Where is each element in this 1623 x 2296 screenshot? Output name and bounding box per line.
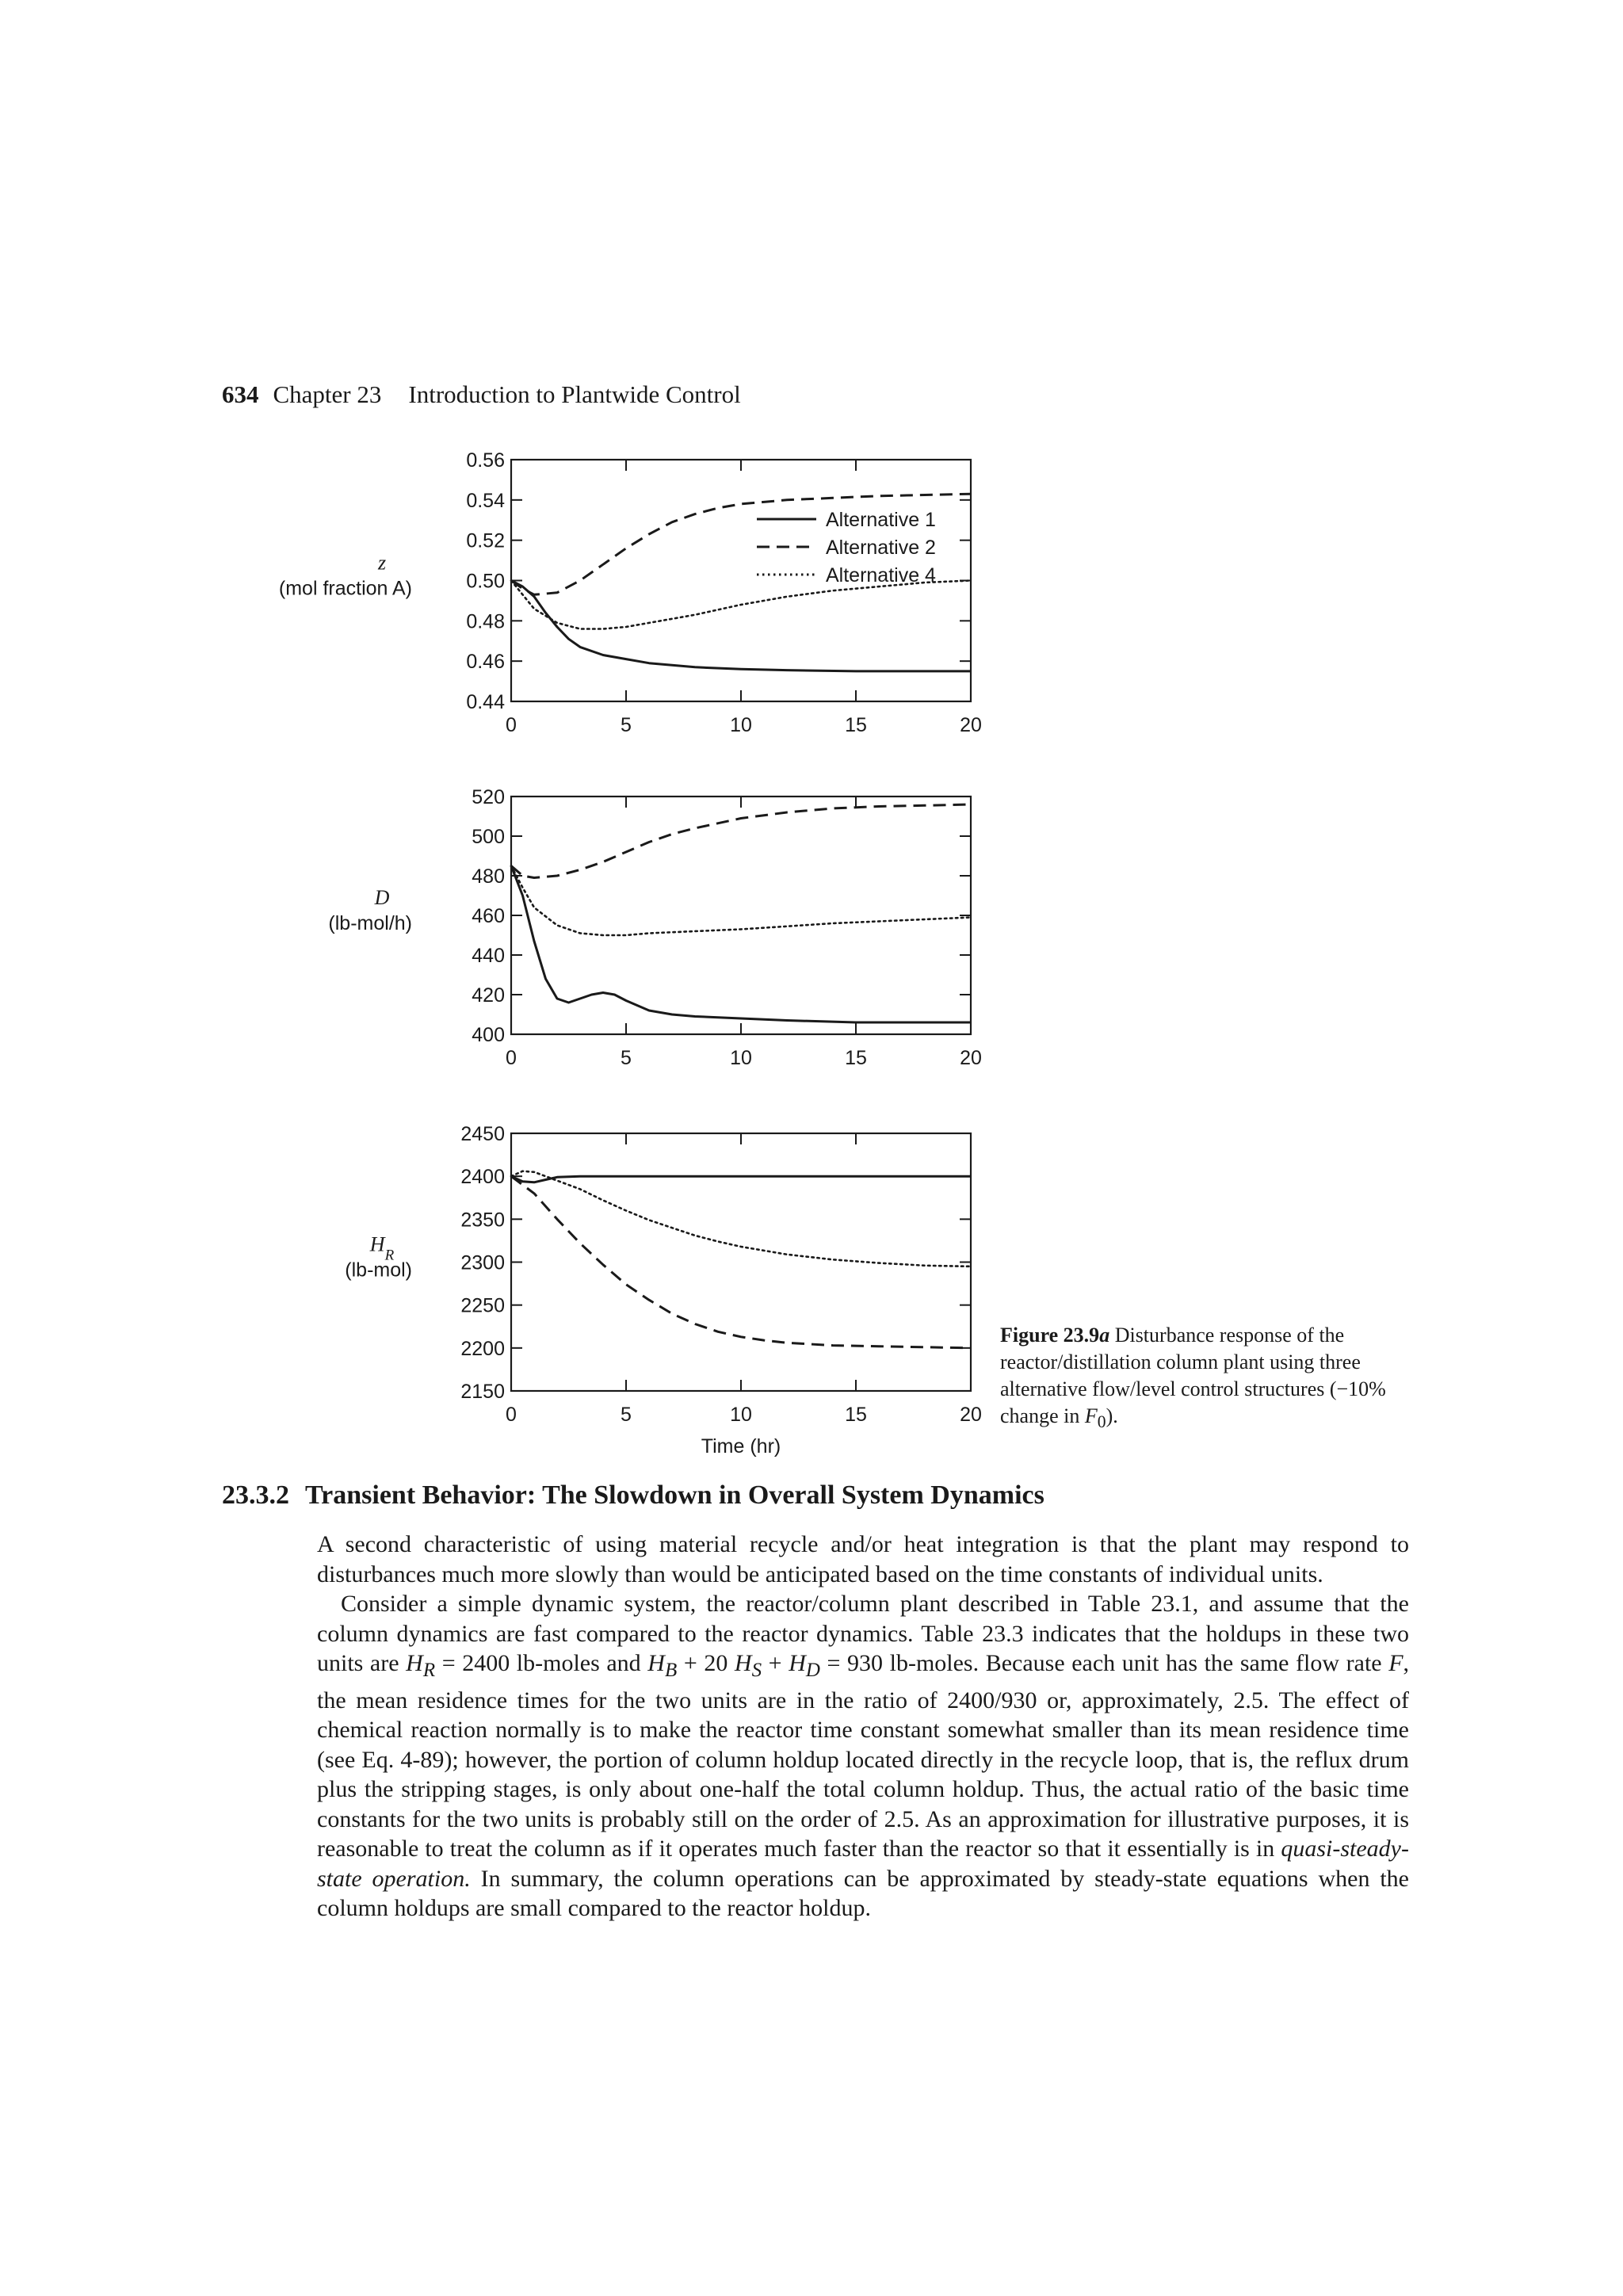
y-tick-label: 0.52: [466, 529, 505, 552]
y-axis-unit: (mol fraction A): [278, 577, 412, 600]
legend-label: Alternative 1: [826, 509, 936, 531]
y-tick-label: 0.56: [466, 449, 505, 472]
x-tick-label: 15: [845, 1047, 867, 1069]
x-tick-label: 5: [621, 1404, 632, 1426]
page-number: 634: [222, 380, 259, 408]
series-alternative-1: [511, 1176, 971, 1182]
y-tick-label: 2150: [460, 1381, 505, 1403]
y-axis-variable: D: [374, 886, 390, 909]
x-tick-label: 10: [730, 1404, 752, 1426]
paragraph-1: A second characteristic of using material recycle and/or heat integration is that the plant may respond to disturbances much more slowly than would be anticipated based on the time constants of individual units.: [317, 1531, 1409, 1587]
y-tick-label: 500: [472, 826, 505, 848]
y-axis-unit: (lb-mol/h): [328, 912, 412, 934]
y-tick-label: 0.54: [466, 489, 505, 512]
x-tick-label: 15: [845, 714, 867, 736]
x-tick-label: 5: [621, 1047, 632, 1069]
series-alternative-4: [511, 1171, 971, 1266]
x-tick-label: 10: [730, 714, 752, 736]
chapter-label: Chapter 23: [273, 380, 382, 408]
figure-caption: Figure 23.9a Disturbance response of the reactor/distillation column plant using three alternative flow/level control structures (−10% change in $F_0$).: [1000, 1324, 1386, 1432]
x-tick-label: 15: [845, 1404, 867, 1426]
y-tick-label: 2300: [460, 1251, 505, 1274]
y-tick-label: 0.50: [466, 570, 505, 593]
x-tick-label: 5: [621, 714, 632, 736]
x-tick-label: 20: [960, 1047, 982, 1069]
y-tick-label: 0.44: [466, 691, 505, 713]
figure-label: Figure 23.9a: [1000, 1324, 1110, 1347]
y-tick-label: 400: [472, 1024, 505, 1046]
y-tick-label: 2400: [460, 1166, 505, 1189]
y-axis-unit: (lb-mol): [345, 1259, 412, 1282]
plot-frame: [511, 1133, 971, 1391]
chart-hr-vs-time: [345, 1123, 982, 1457]
x-tick-label: 0: [506, 1404, 517, 1426]
paragraph-2: Consider a simple dynamic system, the reactor/column plant described in Table 23.1, and assume that the column dynamics are fast compared to the reactor dynamics. Table 23.3 indicates that the holdups in these two units are $H_R = 2400$ lb-moles and $H_B + 20$ $H_S + H_D = 930$ lb-moles. Because each unit has the same flow rate F, the mean residence times for the two units are in the ratio of 2400/930 or, approximately, 2.5. The effect of chemical reaction normally is to make the reactor time constant somewhat smaller than its mean residence time (see Eq. 4-89); however, the portion of column holdup located directly in the recycle loop, that is, the reflux drum plus the stripping stages, is only about one-half the total column holdup. Thus, the actual ratio of the basic time constants for the two units is probably still on the order of 2.5. As an approximation for illustrative purposes, it is reasonable to treat the column as if it operates much faster than the reactor so that it essentially is in quasi-steady-state operation. In summary, the column operations can be approximated by steady-state equations when the column holdups are small compared to the reactor holdup.: [317, 1591, 1410, 1921]
y-tick-label: 480: [472, 865, 505, 888]
x-tick-label: 20: [960, 714, 982, 736]
y-tick-label: 0.46: [466, 651, 505, 674]
chart-d-vs-time: [328, 786, 981, 1069]
y-tick-label: 2350: [460, 1209, 505, 1232]
y-tick-label: 460: [472, 905, 505, 927]
body-text: [317, 1530, 1409, 1924]
y-tick-label: 2200: [460, 1337, 505, 1360]
y-tick-label: 2450: [460, 1123, 505, 1145]
y-tick-label: 520: [472, 786, 505, 808]
section-title: Transient Behavior: The Slowdown in Overall System Dynamics: [305, 1480, 1044, 1510]
y-axis-variable: z: [377, 551, 387, 575]
series-alternative-2: [511, 1176, 971, 1348]
chapter-title: Introduction to Plantwide Control: [408, 380, 741, 408]
chart-z-vs-time: [279, 449, 982, 736]
y-axis-variable: $H_R$: [369, 1232, 395, 1263]
x-tick-label: 20: [960, 1404, 982, 1426]
series-alternative-2: [511, 804, 971, 878]
section-heading: [222, 1480, 1044, 1511]
y-tick-label: 440: [472, 945, 505, 967]
section-number: 23.3.2: [222, 1480, 289, 1510]
x-tick-label: 0: [506, 1047, 517, 1069]
x-tick-label: 10: [730, 1047, 752, 1069]
series-alternative-1: [511, 866, 971, 1023]
y-tick-label: 0.48: [466, 610, 505, 633]
legend-label: Alternative 4: [826, 564, 936, 586]
y-tick-label: 420: [472, 984, 505, 1007]
series-alternative-4: [511, 866, 971, 936]
x-tick-label: 0: [506, 714, 517, 736]
legend-label: Alternative 2: [826, 537, 936, 559]
series-alternative-1: [511, 581, 971, 671]
series-alternative-4: [511, 581, 971, 629]
y-tick-label: 2250: [460, 1294, 505, 1317]
x-axis-label: Time (hr): [701, 1435, 781, 1457]
